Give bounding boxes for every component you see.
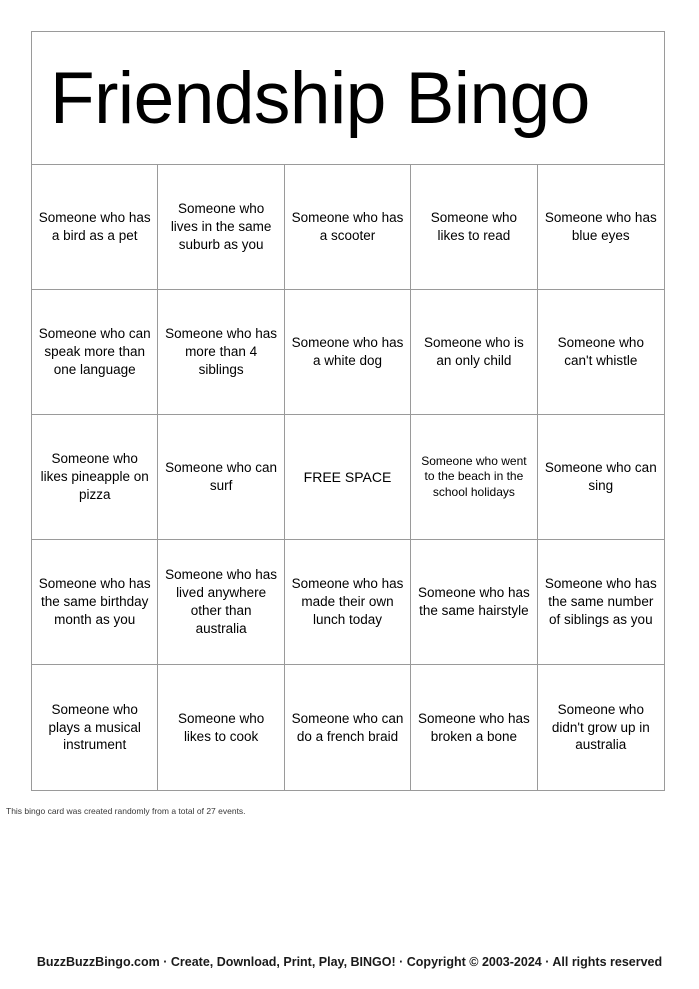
bingo-cell-text: Someone who likes pineapple on pizza bbox=[40, 451, 149, 502]
bingo-cell-text: Someone who has broken a bone bbox=[417, 710, 530, 744]
bingo-cell-text: Someone who has more than 4 siblings bbox=[165, 326, 277, 377]
bingo-cell[interactable] bbox=[538, 165, 664, 290]
bingo-cell[interactable] bbox=[158, 290, 284, 415]
bingo-card bbox=[31, 31, 665, 791]
bingo-cell[interactable] bbox=[411, 290, 537, 415]
bingo-cell-text: Someone who has a bird as a pet bbox=[38, 210, 151, 243]
bingo-cell[interactable] bbox=[285, 290, 411, 415]
bingo-cell[interactable] bbox=[411, 165, 537, 290]
bingo-cell-text: Someone who has made their own lunch today bbox=[291, 576, 404, 627]
bingo-cell[interactable] bbox=[538, 540, 664, 665]
bingo-cell[interactable] bbox=[411, 540, 537, 665]
bingo-cell[interactable] bbox=[158, 165, 284, 290]
bingo-cell[interactable] bbox=[158, 540, 284, 665]
bingo-cell-text: Someone who has a white dog bbox=[291, 335, 404, 368]
bingo-cell[interactable] bbox=[158, 415, 284, 540]
bingo-cell[interactable] bbox=[32, 540, 158, 665]
bingo-cell-text: Someone who has lived anywhere other than australia bbox=[165, 567, 277, 636]
bingo-cell-text: Someone who didn't grow up in australia bbox=[551, 701, 650, 753]
bingo-cell[interactable] bbox=[285, 665, 411, 790]
bingo-cell-text: Someone who plays a musical instrument bbox=[48, 701, 141, 753]
page-footer-text: BuzzBuzzBingo.com · Create, Download, Print, Play, BINGO! · Copyright © 2003-2024 · All rights reserved bbox=[36, 955, 663, 969]
bingo-cell-text: Someone who can sing bbox=[544, 460, 657, 493]
bingo-cell-text: Someone who has the same hairstyle bbox=[417, 585, 530, 618]
bingo-cell-text: Someone who can speak more than one language bbox=[38, 326, 151, 377]
bingo-cell[interactable] bbox=[538, 665, 664, 790]
bingo-cell-text: Someone who has blue eyes bbox=[544, 210, 657, 243]
bingo-cell-text: Someone who is an only child bbox=[423, 335, 524, 368]
bingo-cell[interactable] bbox=[32, 290, 158, 415]
bingo-cell[interactable] bbox=[411, 415, 537, 540]
card-footnote: This bingo card was created randomly from a total of 27 events. bbox=[6, 806, 246, 816]
bingo-cell[interactable] bbox=[285, 540, 411, 665]
bingo-cell-text: Someone who has a scooter bbox=[291, 210, 404, 243]
bingo-cell[interactable] bbox=[285, 165, 411, 290]
bingo-cell-text: Someone who went to the beach in the school holidays bbox=[421, 453, 527, 499]
bingo-cell-text: Someone who has the same number of siblings as you bbox=[544, 576, 657, 627]
bingo-cell[interactable] bbox=[158, 665, 284, 790]
bingo-cell-text: FREE SPACE bbox=[303, 468, 392, 485]
bingo-cell[interactable] bbox=[411, 665, 537, 790]
bingo-grid bbox=[32, 165, 664, 790]
bingo-cell-text: Someone who has the same birthday month as you bbox=[38, 576, 151, 627]
bingo-cell-text: Someone who lives in the same suburb as you bbox=[170, 201, 272, 252]
page-footer bbox=[0, 955, 699, 969]
bingo-cell[interactable] bbox=[32, 165, 158, 290]
card-title bbox=[32, 32, 664, 165]
bingo-cell[interactable] bbox=[32, 415, 158, 540]
bingo-cell-text: Someone who likes to cook bbox=[177, 710, 265, 744]
bingo-cell[interactable] bbox=[32, 665, 158, 790]
bingo-cell[interactable] bbox=[538, 290, 664, 415]
card-title-text: Friendship Bingo bbox=[50, 57, 590, 139]
bingo-cell-text: Someone who can surf bbox=[165, 460, 277, 493]
bingo-cell[interactable] bbox=[538, 415, 664, 540]
bingo-cell-text: Someone who can do a french braid bbox=[291, 710, 404, 744]
bingo-cell-text: Someone who can't whistle bbox=[557, 335, 644, 368]
bingo-cell-text: Someone who likes to read bbox=[430, 210, 518, 243]
bingo-cell-free-space[interactable] bbox=[285, 415, 411, 540]
